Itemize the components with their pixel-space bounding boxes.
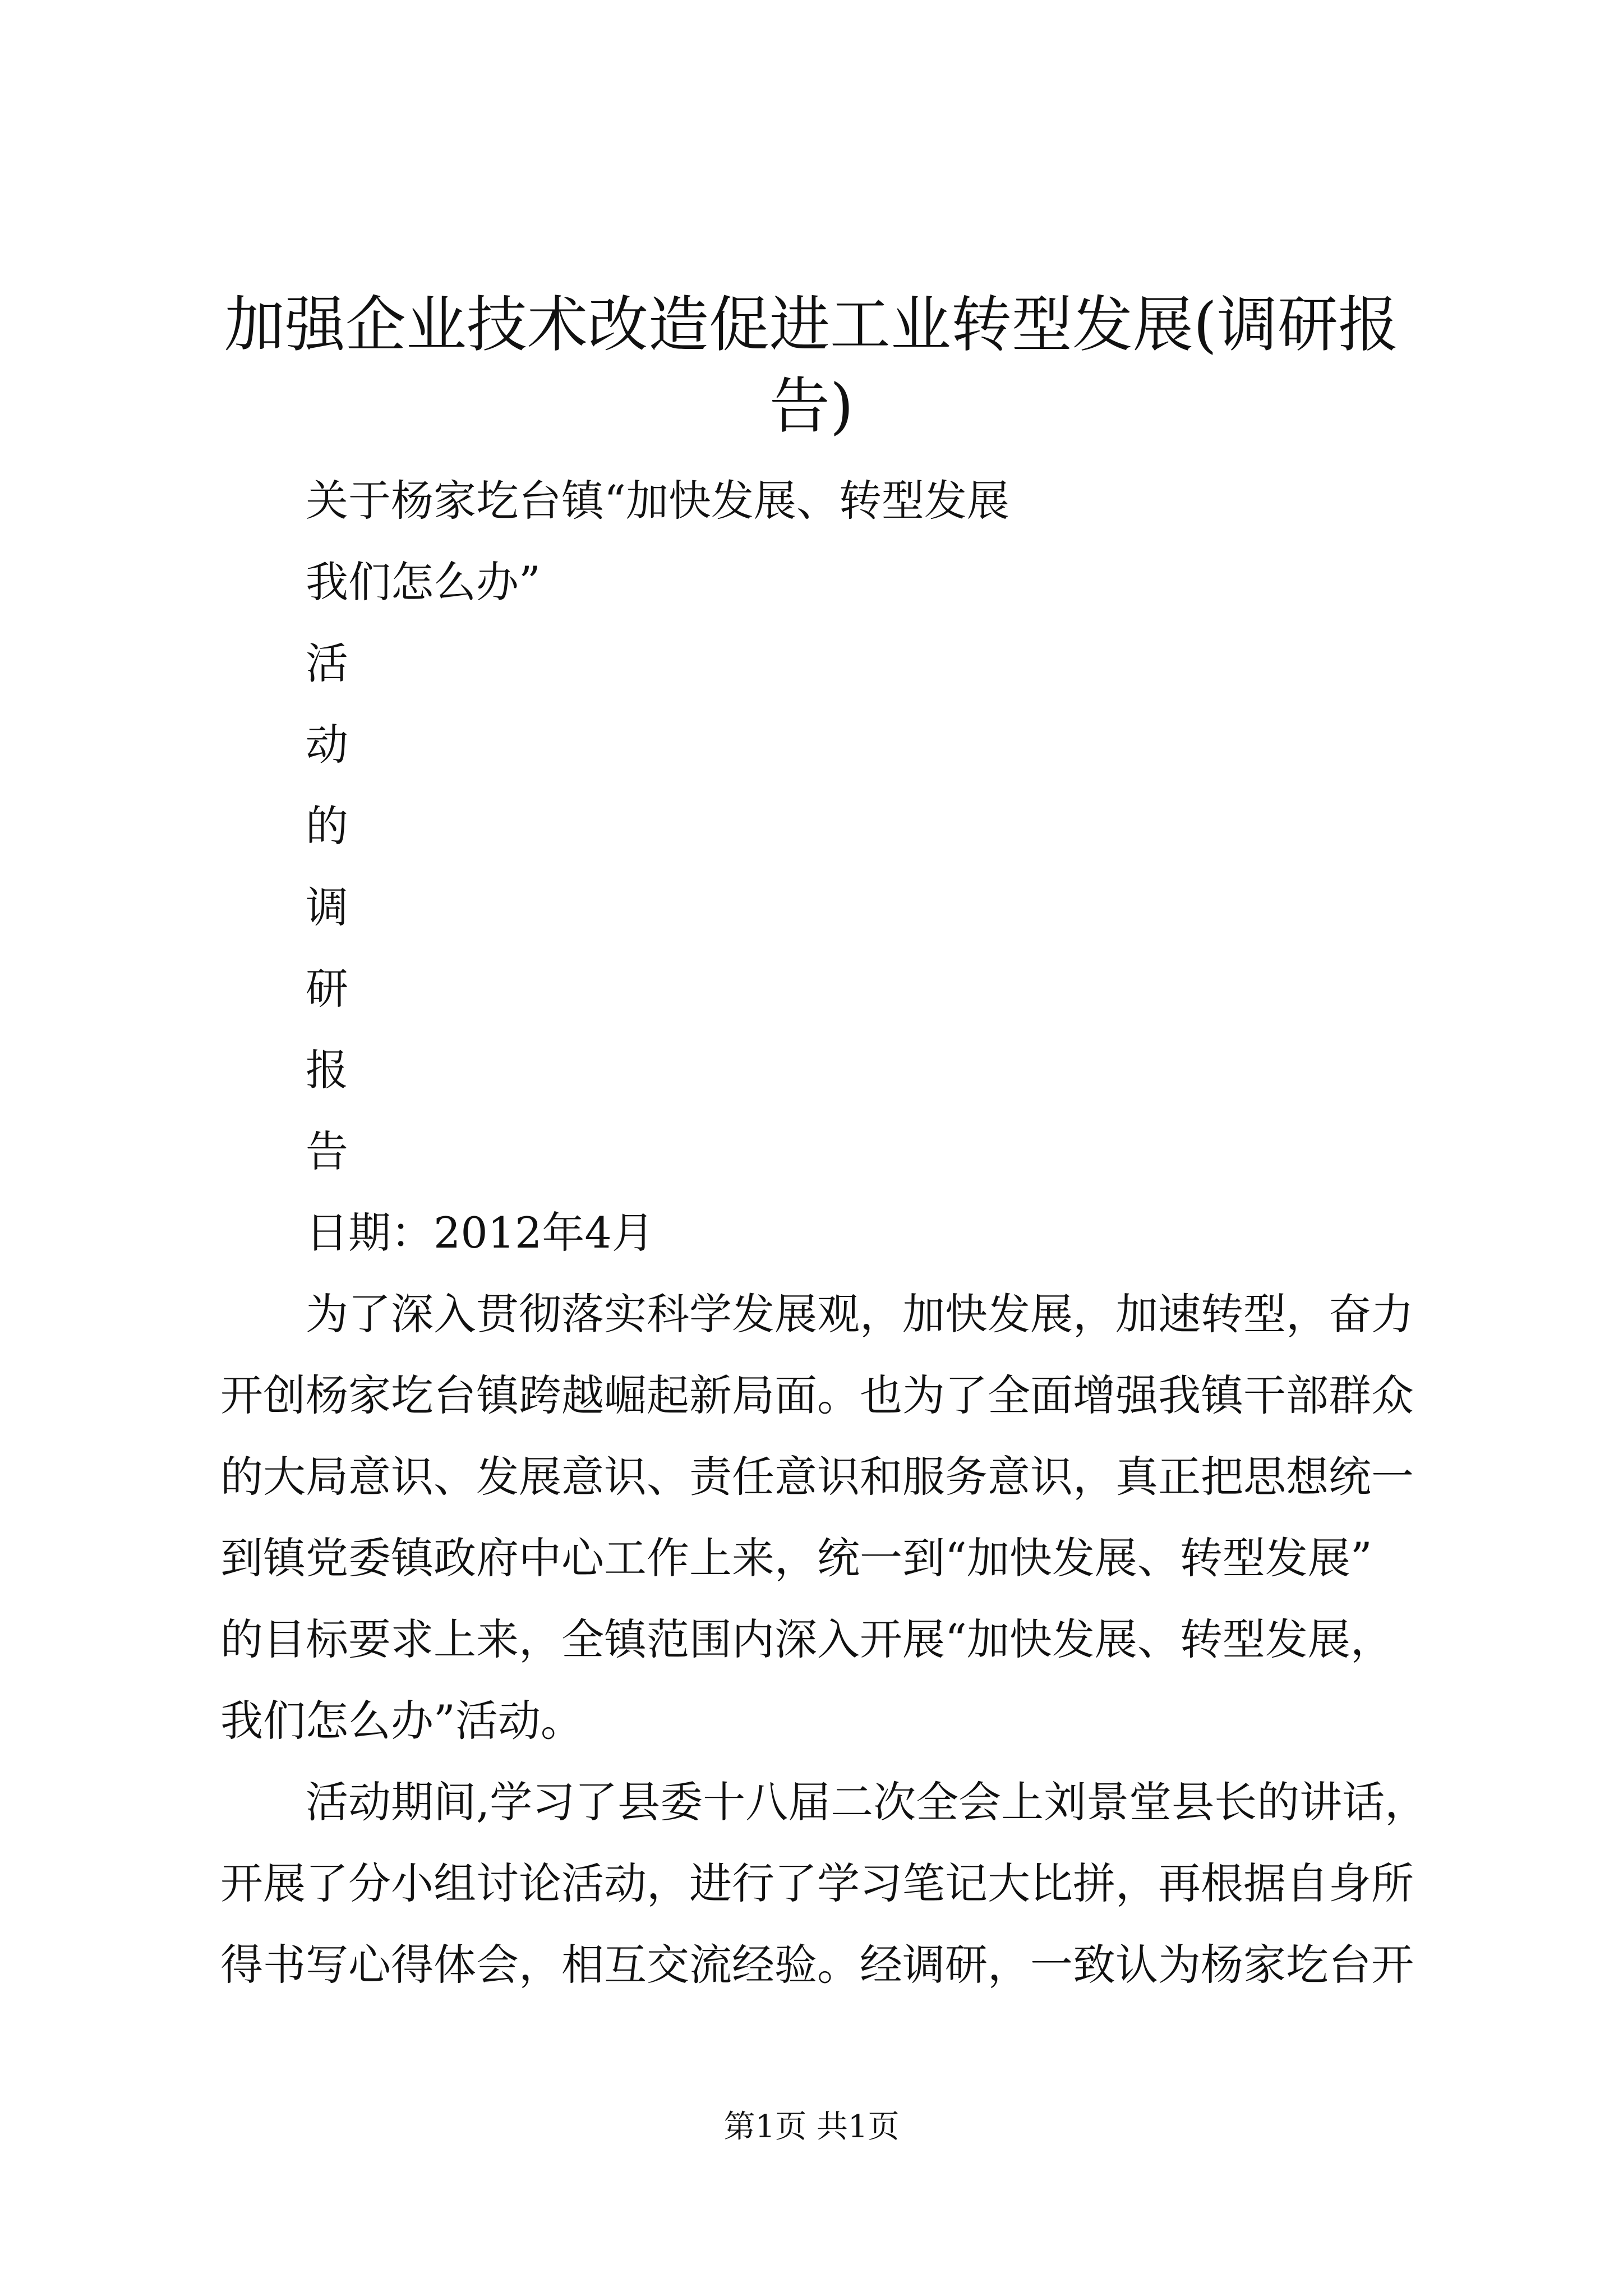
- document-title-line-2: 告): [769, 371, 854, 441]
- subtitle-line: 我们怎么办”: [306, 557, 541, 607]
- paragraph-1-line: 的目标要求上来，全镇范围内深入开展“加快发展、转型发展，: [220, 1614, 1393, 1664]
- subtitle-line: 的: [306, 801, 348, 851]
- paragraph-2-line: 得书写心得体会，相互交流经验。经调研，一致认为杨家圪台开: [220, 1940, 1414, 1990]
- page-footer: 第1页 共1页: [723, 2109, 900, 2145]
- paragraph-2-line: 开展了分小组讨论活动，进行了学习笔记大比拼，再根据自身所: [220, 1858, 1414, 1908]
- paragraph-1-line: 到镇党委镇政府中心工作上来，统一到“加快发展、转型发展”: [220, 1533, 1372, 1583]
- document-date: 日期：2012年4月: [306, 1208, 654, 1258]
- subtitle-line: 研: [306, 964, 348, 1014]
- subtitle-line: 活: [306, 638, 348, 688]
- paragraph-2-line: 活动期间,学习了县委十八届二次全会上刘景堂县长的讲话，: [306, 1777, 1428, 1827]
- subtitle-line: 调: [306, 882, 348, 932]
- paragraph-1-line: 开创杨家圪台镇跨越崛起新局面。也为了全面增强我镇干部群众: [220, 1370, 1414, 1420]
- paragraph-1-line: 为了深入贯彻落实科学发展观，加快发展，加速转型，奋力: [306, 1289, 1414, 1339]
- paragraph-1-line: 的大局意识、发展意识、责任意识和服务意识，真正把思想统一: [220, 1452, 1414, 1502]
- paragraph-1-line: 我们怎么办”活动。: [220, 1696, 583, 1746]
- subtitle-line: 关于杨家圪台镇“加快发展、转型发展: [306, 476, 1009, 526]
- subtitle-line: 动: [306, 720, 348, 770]
- subtitle-line: 报: [306, 1045, 348, 1095]
- subtitle-line: 告: [306, 1126, 348, 1176]
- document-title-line-1: 加强企业技术改造促进工业转型发展(调研报: [224, 290, 1399, 360]
